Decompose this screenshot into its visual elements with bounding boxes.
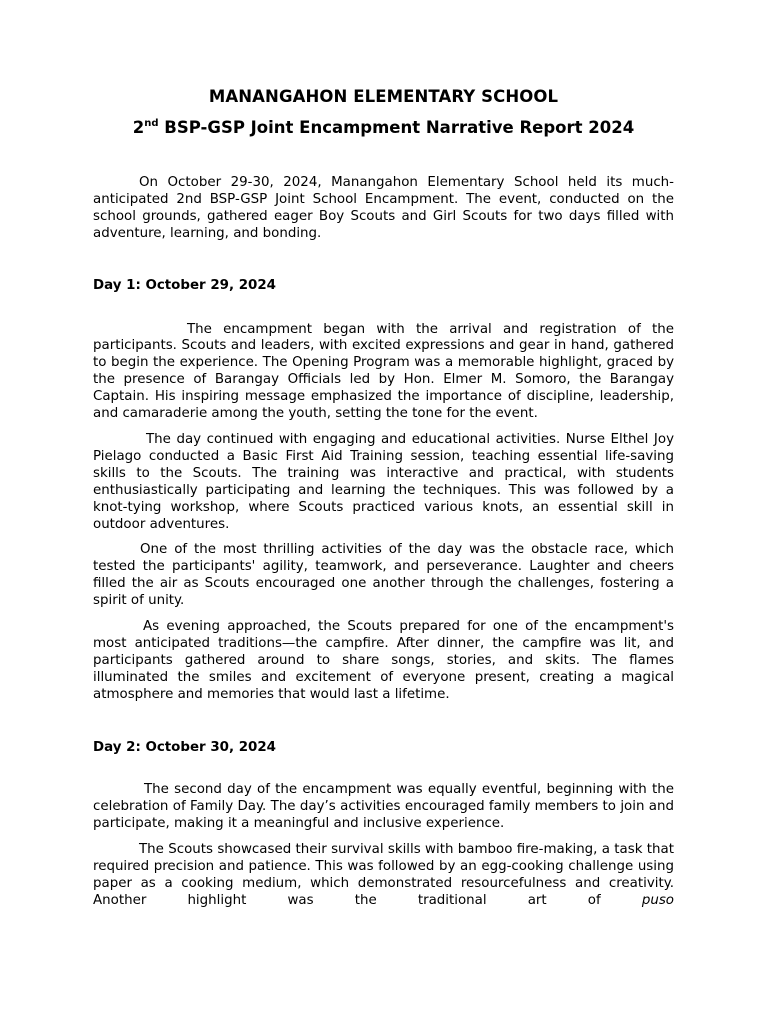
day1-paragraph: One of the most thrilling activities of the day was the obstacle race, which tested the participants' agility, teamwork, and perseverance. Laughter and cheers filled the air as Scouts encouraged one another through the challenges, fostering a spirit of unity.: [93, 542, 674, 609]
intro-paragraph: On October 29-30, 2024, Manangahon Elementary School held its much-anticipated 2nd BSP-GSP Joint School Encampment. The event, conducted on the school grounds, gathered eager Boy Scouts and Girl Scouts for two days filled with adventure, learning, and bonding.: [93, 175, 674, 241]
day2-heading: Day 2: October 30, 2024: [93, 739, 276, 755]
school-name-heading: MANANGAHON ELEMENTARY SCHOOL: [208, 87, 559, 106]
report-title-number: 2: [132, 118, 145, 137]
day1-paragraph: The day continued with engaging and educational activities. Nurse Elthel Joy Pielago conducted a Basic First Aid Training session, teaching essential life-saving skills to the Scouts. The training was interactive and practical, with students enthusiastically participating and learning the techniques. This was followed by a knot-tying workshop, where Scouts practiced various knots, an essential skill in outdoor adventures.: [93, 431, 674, 532]
report-title-rest: BSP-GSP Joint Encampment Narrative Report 2024: [158, 118, 635, 137]
report-title-ordinal-suffix: nd: [144, 118, 159, 129]
puso-italic-term: puso: [641, 892, 674, 908]
report-title-heading: [93, 117, 674, 139]
day2-paragraph: [93, 842, 674, 910]
day1-paragraph: As evening approached, the Scouts prepared for one of the encampment's most anticipated traditions—the campfire. After dinner, the campfire was lit, and participants gathered around to share songs, stories, and skits. The flames illuminated the smiles and excitement of everyone present, creating a magical atmosphere and memories that would last a lifetime.: [93, 619, 674, 702]
document-page: [93, 86, 674, 910]
day1-heading: Day 1: October 29, 2024: [93, 277, 276, 293]
day1-paragraph: The encampment began with the arrival and registration of the participants. Scouts and leaders, with excited expressions and gear in hand, gathered to begin the experience. The Opening Program was a memorable highlight, graced by the presence of Barangay Officials led by Hon. Elmer M. Somoro, the Barangay Captain. His inspiring message emphasized the importance of discipline, leadership, and camaraderie among the youth, setting the tone for the event.: [93, 321, 674, 422]
day2-paragraph-text: The Scouts showcased their survival skills with bamboo fire-making, a task that required precision and patience. This was followed by an egg-cooking challenge using paper as a cooking medium, which demonstrated resourcefulness and creativity. Another highlight was the traditional art of: [93, 842, 674, 908]
day2-paragraph: The second day of the encampment was equally eventful, beginning with the celebration of Family Day. The day’s activities encouraged family members to join and participate, making it a meaningful and inclusive experience.: [93, 782, 674, 832]
